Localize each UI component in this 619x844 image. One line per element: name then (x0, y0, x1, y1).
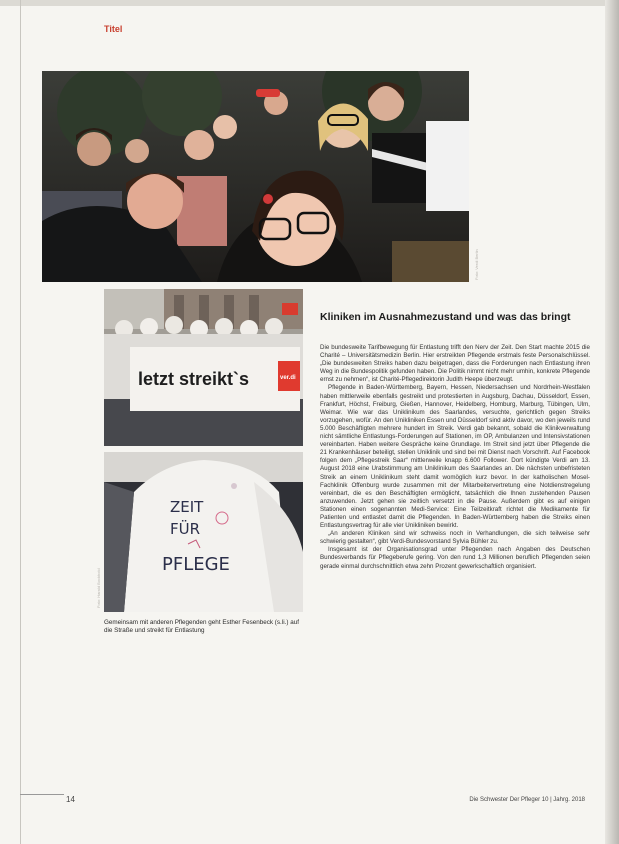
photo-credit-main: Foto: Verdi Berlin (474, 249, 479, 280)
article-headline: Kliniken im Ausnahmezustand und was das bringt (320, 311, 571, 323)
strike-photo-illustration (104, 289, 303, 446)
shirt-text-fuer: FÜR (170, 520, 201, 538)
page-number: 14 (66, 795, 75, 804)
shirt-text-pflege: PFLEGE (162, 554, 230, 575)
article-body (320, 344, 590, 571)
strike-photo (104, 289, 303, 446)
verdi-logo-text: ver.di (280, 375, 296, 381)
photo-caption: Gemeinsam mit anderen Pflegenden geht Esther Fesenbeck (s.li.) auf die Straße und streikt für Entlastung (104, 619, 299, 634)
page-top-edge (0, 0, 619, 6)
shirt-photo-illustration (104, 452, 303, 612)
selfie-photo-illustration (42, 71, 469, 282)
article-paragraph: Insgesamt ist der Organisationsgrad unter Pflegenden nach Angaben des Deutschen Bundesverbands für Pflegeberufe gering. Von den rund 1,3 Millionen beruflich Pflegenden seien gerade einmal durchschnittlich etwa zehn Prozent gewerkschaftlich organisiert. (320, 546, 590, 570)
publication-footer: Die Schwester Der Pfleger 10 | Jahrg. 2018 (469, 797, 585, 803)
article-paragraph: Die bundesweite Tarifbewegung für Entlastung trifft den Nerv der Zeit. Den Start machte 2015 die Charité – Universitätsmedizin Berlin. Hier erstreikten Pflegende erstmals feste Personalschlüssel. „Die bundesweiten Streiks haben dazu beigetragen, dass die Forderungen nach Entlastung ihren Weg in die Bundespolitik gefunden haben. Die Politik nimmt nicht mehr umhin, konkrete Pflegende ernst zu nehmen“, ist Charité-Pflegedirektorin Judith Heepe überzeugt. (320, 344, 590, 384)
shirt-photo (104, 452, 303, 612)
shirt-text-zeit: ZEIT (170, 498, 204, 516)
section-label: Titel (104, 24, 123, 34)
footer-rule (20, 794, 64, 795)
photo-credit-shirt: Foto: Harald Bockhold (96, 568, 101, 608)
strike-banner-text: letzt streikt`s (138, 369, 250, 389)
selfie-photo (42, 71, 469, 282)
page-left-edge (20, 0, 21, 844)
article-paragraph: „An anderen Kliniken sind wir schweiss noch in Verhandlungen, die sich teilweise sehr schwierig gestalten“, gibt Verdi-Bundesvorstand Sylvia Bühler zu. (320, 530, 590, 546)
article-paragraph: Pflegende in Baden-Württemberg, Bayern, Hessen, Niedersachsen und Nordrhein-Westfalen haben mittlerweile ebenfalls gestreikt und protestierten in Augsburg, Dachau, Düsseldorf, Essen, Frankfurt, Höchst, Freiburg, Gießen, Hannover, Heidelberg, Homburg, Marburg, Tübingen, Ulm, Weimar. Wie war das Uniklinikum des Saarlandes, versuchte, gerichtlich gegen Streiks vorzugehen, wofür. An den Unikliniken Essen und Düsseldorf sind aktiv davor, wo den jeweils rund 5.000 Beschäftigten mehrere hundert im Streik. Verdi gab bekannt, sobald die Klinikverwaltung nicht sämtliche Entlastungs-Forderungen auf Stationen, im OP, Ambulanzen und Intensivstationen vereinbarten. Haben weitere Gespräche keine Grundlage. Im Streit sind jetzt über Pflegende die 21 Krankenhäuser beteiligt, stellen Uniklinik und sind bei mit Dienst nach Vorschrift. Auf Facebook folgen dem „Pflegestreik Saar“ mittlerweile knapp 6.600 Follower. Dort kündigte Verdi am 13. August 2018 eine Urabstimmung am Uniklinikum des Saarlandes an. Die nächsten unbefristeten Streik an einem Uniklinikum steht damit womöglich kurz bevor. In der katholischen Mosel-Fachklinik Offenburg wurde zusammen mit der Mitarbeitervertretung eine Notdienstregelung vereinbart, die es den Beschäftigten ermöglicht, tatsächlich die Ihnen zustehenden Pausen anzuwenden. Jetzt gehen sie zeitlich versetzt in die Pause. Außerdem gibt es auf einigen Stationen einen sogenannten Medi-Service: Eine Teilzeitkraft richtet die Medikamente für Patienten und entlastet damit die Pflegenden. In Baden-Württemberg haben die Streiks einen Entlastungsvertrag für alle vier Unikliniken bewirkt. (320, 384, 590, 530)
page-right-edge (605, 0, 619, 844)
